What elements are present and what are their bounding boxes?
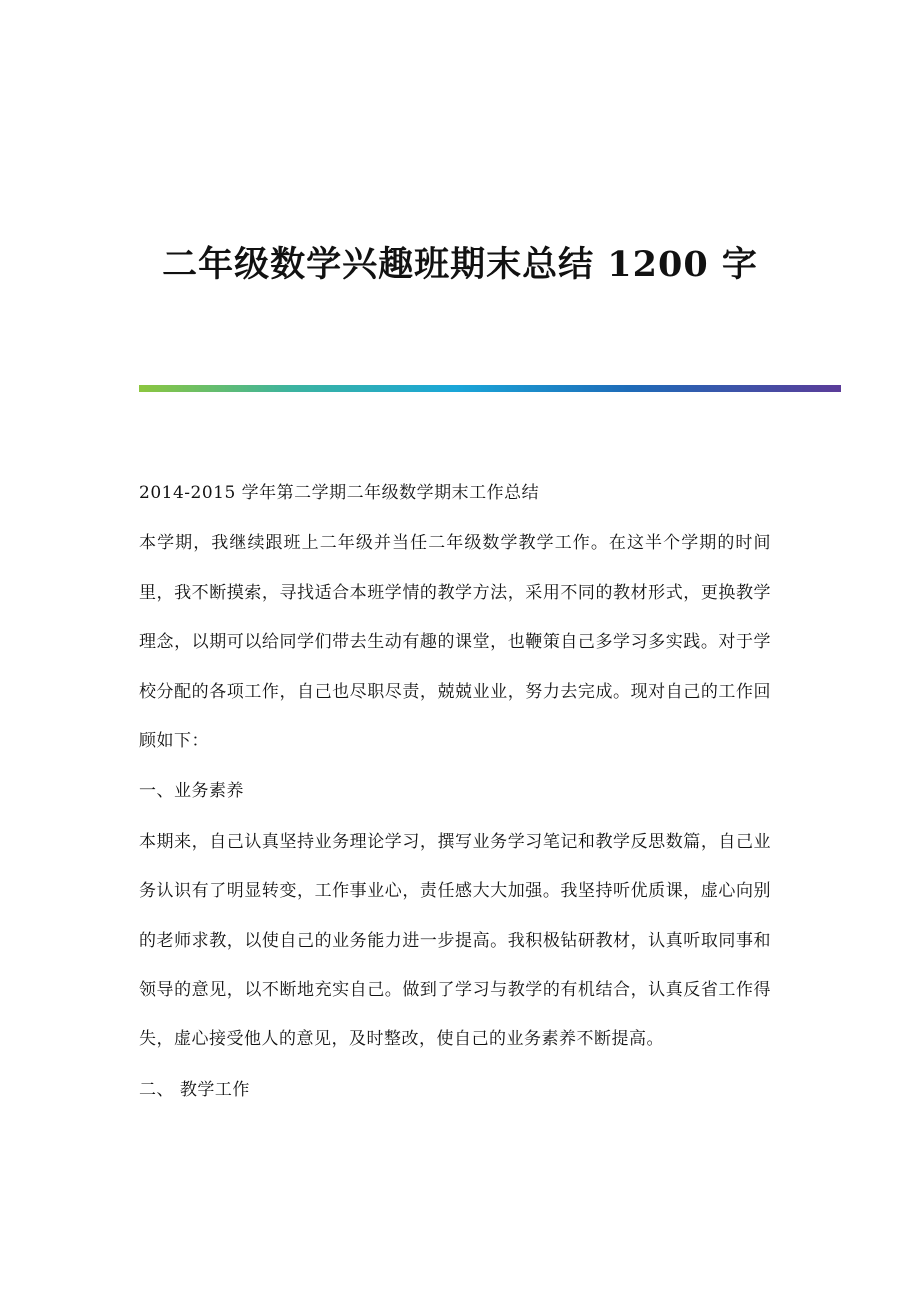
document-body (139, 469, 771, 1116)
section-heading-2: 二、 教学工作 (139, 1079, 250, 1100)
gradient-divider (139, 385, 841, 392)
intro-paragraph: 本学期，我继续跟班上二年级并当任二年级数学教学工作。在这半个学期的时间里，我不断摸索，寻找适合本班学情的教学方法，采用不同的教材形式，更换教学理念，以期可以给同学们带去生动有趣的课堂，也鞭策自己多学习多实践。对于学校分配的各项工作，自己也尽职尽责，兢兢业业，努力去完成。现对自己的工作回顾如下： (139, 533, 771, 752)
section-heading-1: 一、业务素养 (139, 781, 244, 802)
subtitle: 2014-2015 学年第二学期二年级数学期末工作总结 (139, 483, 540, 503)
section-body-1: 本期来，自己认真坚持业务理论学习，撰写业务学习笔记和教学反思数篇，自己业务认识有了明显转变，工作事业心，责任感大大加强。我坚持听优质课，虚心向别的老师求教，以使自己的业务能力进一步提高。我积极钻研教材，认真听取同事和领导的意见，以不断地充实自己。做到了学习与教学的有机结合，认真反省工作得失，虚心接受他人的意见，及时整改，使自己的业务素养不断提高。 (139, 831, 771, 1050)
page-title: 二年级数学兴趣班期末总结 1200 字 (162, 244, 758, 286)
